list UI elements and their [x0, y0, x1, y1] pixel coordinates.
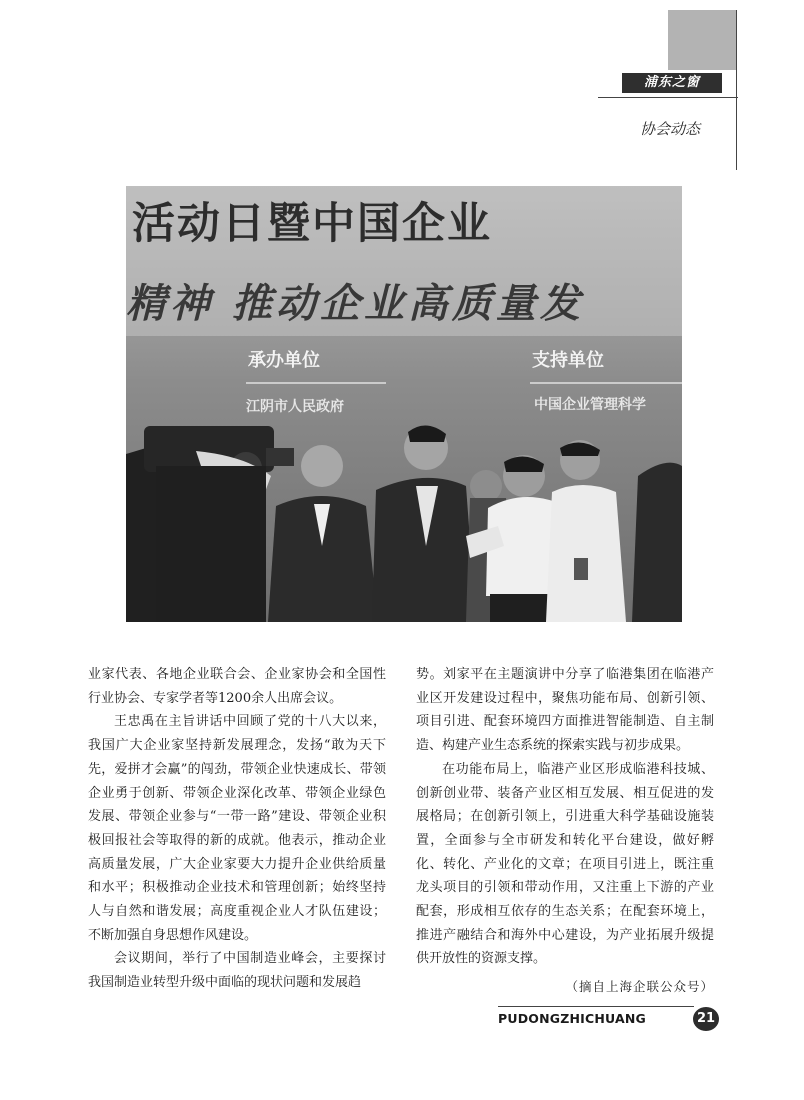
article-column-right [416, 663, 714, 999]
header-gray-block [668, 10, 736, 70]
organizer-name: 江阴市人民政府 [246, 399, 344, 415]
paragraph: 业家代表、各地企业联合会、企业家协会和全国性行业协会、专家学者等1200余人出席会议。 [88, 667, 386, 706]
header-vertical-rule [736, 10, 737, 170]
supporter-label: 支持单位 [532, 350, 604, 371]
header-horizontal-rule [598, 97, 738, 98]
paragraph: 王忠禹在主旨讲话中回顾了党的十八大以来，我国广大企业家坚持新发展理念，发扬“敢为天下先，爱拼才会赢”的闯劲，带领企业快速成长、带领企业勇于创新、带领企业深化改革、带领企业绿色发展、带领企业参与“一带一路”建设、带领企业积极回报社会等取得的新的成就。他表示，推动企业高质量发展，广大企业家要大力提升企业供给质量和水平；积极推动企业技术和管理创新；始终坚持人与自然和谐发展；高度重视企业人才队伍建设；不断加强自身思想作风建设。 [88, 714, 386, 943]
banner-headline: 活动日暨中国企业 [132, 199, 492, 249]
paragraph: 会议期间，举行了中国制造业峰会，主要探讨我国制造业转型升级中面临的现状问题和发展趋 [88, 951, 386, 991]
paragraph: 在功能布局上，临港产业区形成临港科技城、创新创业带、装备产业区相互发展、相互促进的发展格局；在创新引领上，引进重大科学基础设施装置，全面参与全市研发和转化平台建设，做好孵化、转化、产业化的文章；在项目引进上，既注重龙头项目的引领和带动作用，又注重上下游的产业配套，形成相互依存的生态关系；在配套环境上，推进产融结合和海外中心建设，为产业拓展升级提供开放性的资源支撑。 [416, 761, 714, 967]
footer-rule [498, 1006, 694, 1007]
supporter-name: 中国企业管理科学 [534, 397, 646, 413]
source-note: （摘自上海企联公众号） [565, 979, 714, 995]
organizer-label: 承办单位 [248, 350, 320, 371]
banner-slogan: 精神 推动企业高质量发 [126, 281, 584, 327]
paragraph: 势。刘家平在主题演讲中分享了临港集团在临港产业区开发建设过程中，聚焦功能布局、创新引领、项目引进、配套环境四方面推进智能制造、自主制造、构建产业生态系统的探索实践与初步成果。 [416, 667, 714, 754]
column-tag: 浦东之窗 [622, 73, 722, 93]
page-number: 21 [693, 1007, 719, 1031]
footer-brand: PUDONGZHICHUANG [498, 1011, 647, 1026]
section-title: 协会动态 [640, 120, 701, 138]
article-column-left [88, 663, 386, 995]
event-photo [126, 186, 682, 622]
